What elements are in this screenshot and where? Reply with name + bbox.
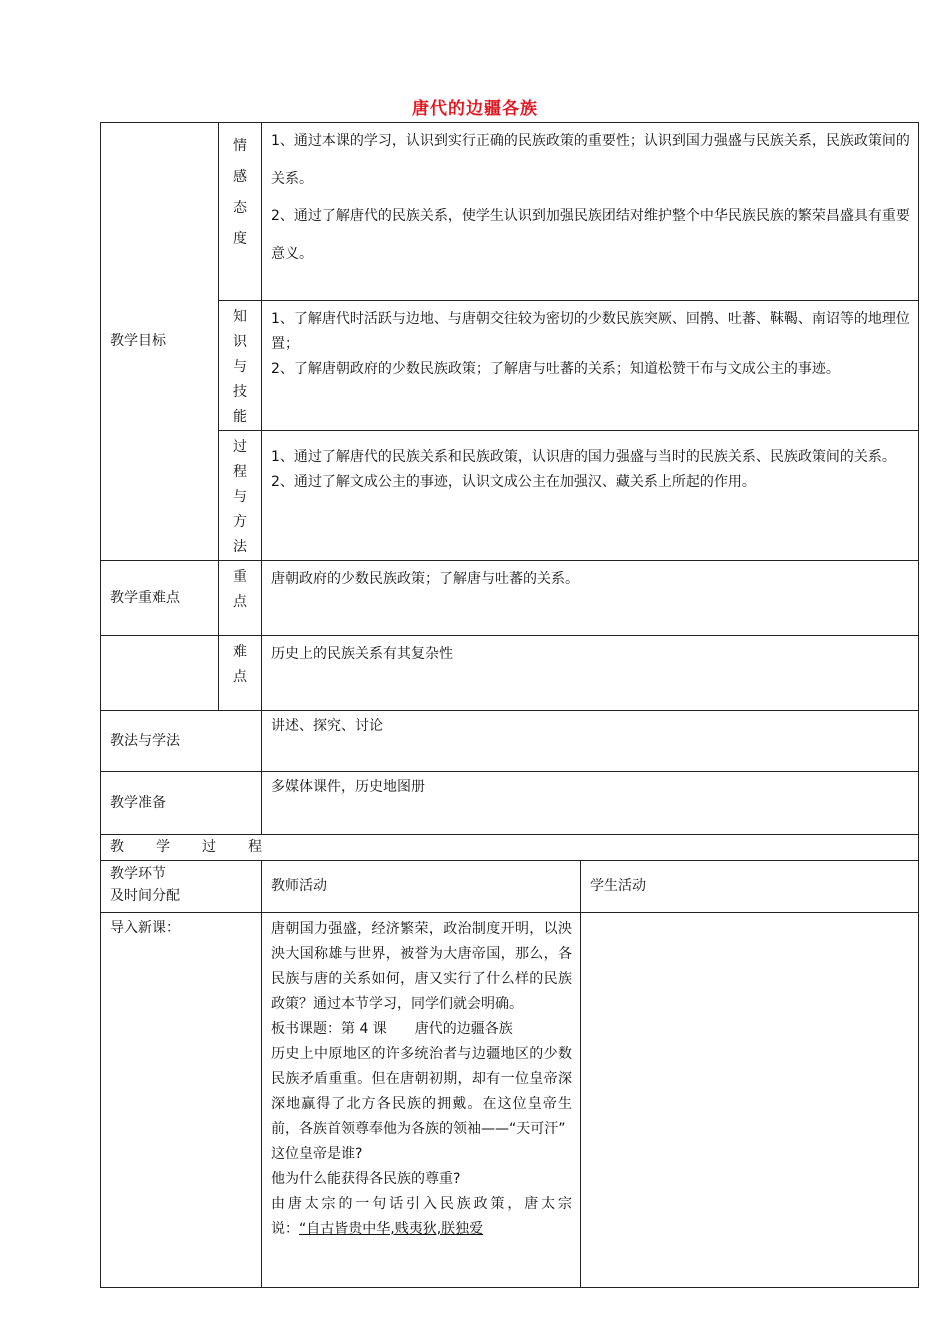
intro-paragraph-1: 唐朝国力强盛，经济繁荣，政治制度开明，以泱泱大国称雄与世界，被誉为大唐帝国，那么，各民族与唐的关系如何，唐又实行了什么样的民族政策？通过本节学习，同学们就会明确。 bbox=[271, 921, 572, 1012]
objectives-label: 教学目标 bbox=[101, 123, 219, 561]
intro-paragraph-6: 由唐太宗的一句话引入民族政策，唐太宗说：“自古皆贵中华,贱夷狄,朕独爱 bbox=[271, 1196, 572, 1237]
knowledge-goal-2: 2、了解唐朝政府的少数民族政策；了解唐与吐蕃的关系；知道松赞干布与文成公主的事迹。 bbox=[271, 361, 840, 377]
document-title: 唐代的边疆各族 bbox=[412, 99, 538, 119]
preparation-row bbox=[101, 772, 919, 835]
difficult-point-row bbox=[101, 636, 919, 711]
empty-cell bbox=[101, 636, 219, 711]
intro-teacher-activity bbox=[262, 913, 581, 1288]
knowledge-goals bbox=[262, 301, 919, 431]
objective-knowledge-row bbox=[101, 301, 919, 431]
emotion-goal-1: 1、通过本课的学习，认识到实行正确的民族政策的重要性；认识到国力强盛与民族关系，民族政策间的关系。 bbox=[271, 133, 910, 187]
process-goals bbox=[262, 431, 919, 561]
methods-label: 教法与学法 bbox=[101, 711, 262, 772]
objective-emotion-row bbox=[101, 123, 919, 301]
intro-paragraph-5: 他为什么能获得各民族的尊重? bbox=[271, 1171, 461, 1187]
intro-paragraph-2: 板书课题：第 4 课 唐代的边疆各族 bbox=[271, 1021, 513, 1037]
intro-row bbox=[101, 913, 919, 1288]
emotion-goals bbox=[262, 123, 919, 301]
preparation-text: 多媒体课件，历史地图册 bbox=[262, 772, 919, 835]
lesson-plan-table bbox=[100, 122, 919, 1288]
process-header-row bbox=[101, 835, 919, 861]
process-header: 教学过程 bbox=[101, 835, 919, 861]
key-points-label: 教学重难点 bbox=[101, 561, 219, 636]
knowledge-label: 知识与技能 bbox=[219, 301, 262, 431]
key-text: 唐朝政府的少数民族政策；了解唐与吐蕃的关系。 bbox=[262, 561, 919, 636]
intro-student-activity bbox=[581, 913, 919, 1288]
teacher-column-header: 教师活动 bbox=[262, 861, 581, 913]
intro-stage: 导入新课： bbox=[101, 913, 262, 1288]
emotion-label: 情感态度 bbox=[219, 123, 262, 301]
process-goal-1: 1、通过了解唐代的民族关系和民族政策，认识唐的国力强盛与当时的民族关系、民族政策间的关系。 bbox=[271, 449, 896, 465]
stage-header-line-1: 教学环节 bbox=[110, 866, 166, 882]
methods-text: 讲述、探究、讨论 bbox=[262, 711, 919, 772]
intro-paragraph-4: 这位皇帝是谁? bbox=[271, 1146, 363, 1162]
column-header-row bbox=[101, 861, 919, 913]
key-label: 重点 bbox=[219, 561, 262, 636]
emotion-goal-2: 2、通过了解唐代的民族关系，使学生认识到加强民族团结对维护整个中华民族民族的繁荣昌盛具有重要意义。 bbox=[271, 208, 910, 262]
knowledge-goal-1: 1、了解唐代时活跃与边地、与唐朝交往较为密切的少数民族突厥、回鹘、吐蕃、靺鞨、南诏等的地理位置； bbox=[271, 311, 910, 352]
intro-quote: “自古皆贵中华,贱夷狄,朕独爱 bbox=[299, 1221, 484, 1237]
stage-column-header bbox=[101, 861, 262, 913]
stage-header-line-2: 及时间分配 bbox=[110, 888, 180, 904]
student-column-header: 学生活动 bbox=[581, 861, 919, 913]
preparation-label: 教学准备 bbox=[101, 772, 262, 835]
methods-row bbox=[101, 711, 919, 772]
difficult-label: 难点 bbox=[219, 636, 262, 711]
key-point-row bbox=[101, 561, 919, 636]
difficult-text: 历史上的民族关系有其复杂性 bbox=[262, 636, 919, 711]
process-method-label: 过程与方法 bbox=[219, 431, 262, 561]
process-goal-2: 2、通过了解文成公主的事迹，认识文成公主在加强汉、藏关系上所起的作用。 bbox=[271, 474, 756, 490]
objective-process-row bbox=[101, 431, 919, 561]
intro-paragraph-3: 历史上中原地区的许多统治者与边疆地区的少数民族矛盾重重。但在唐朝初期，却有一位皇帝深深地赢得了北方各民族的拥戴。在这位皇帝生前，各族首领尊奉他为各族的领袖——“天可汗” bbox=[271, 1046, 572, 1137]
